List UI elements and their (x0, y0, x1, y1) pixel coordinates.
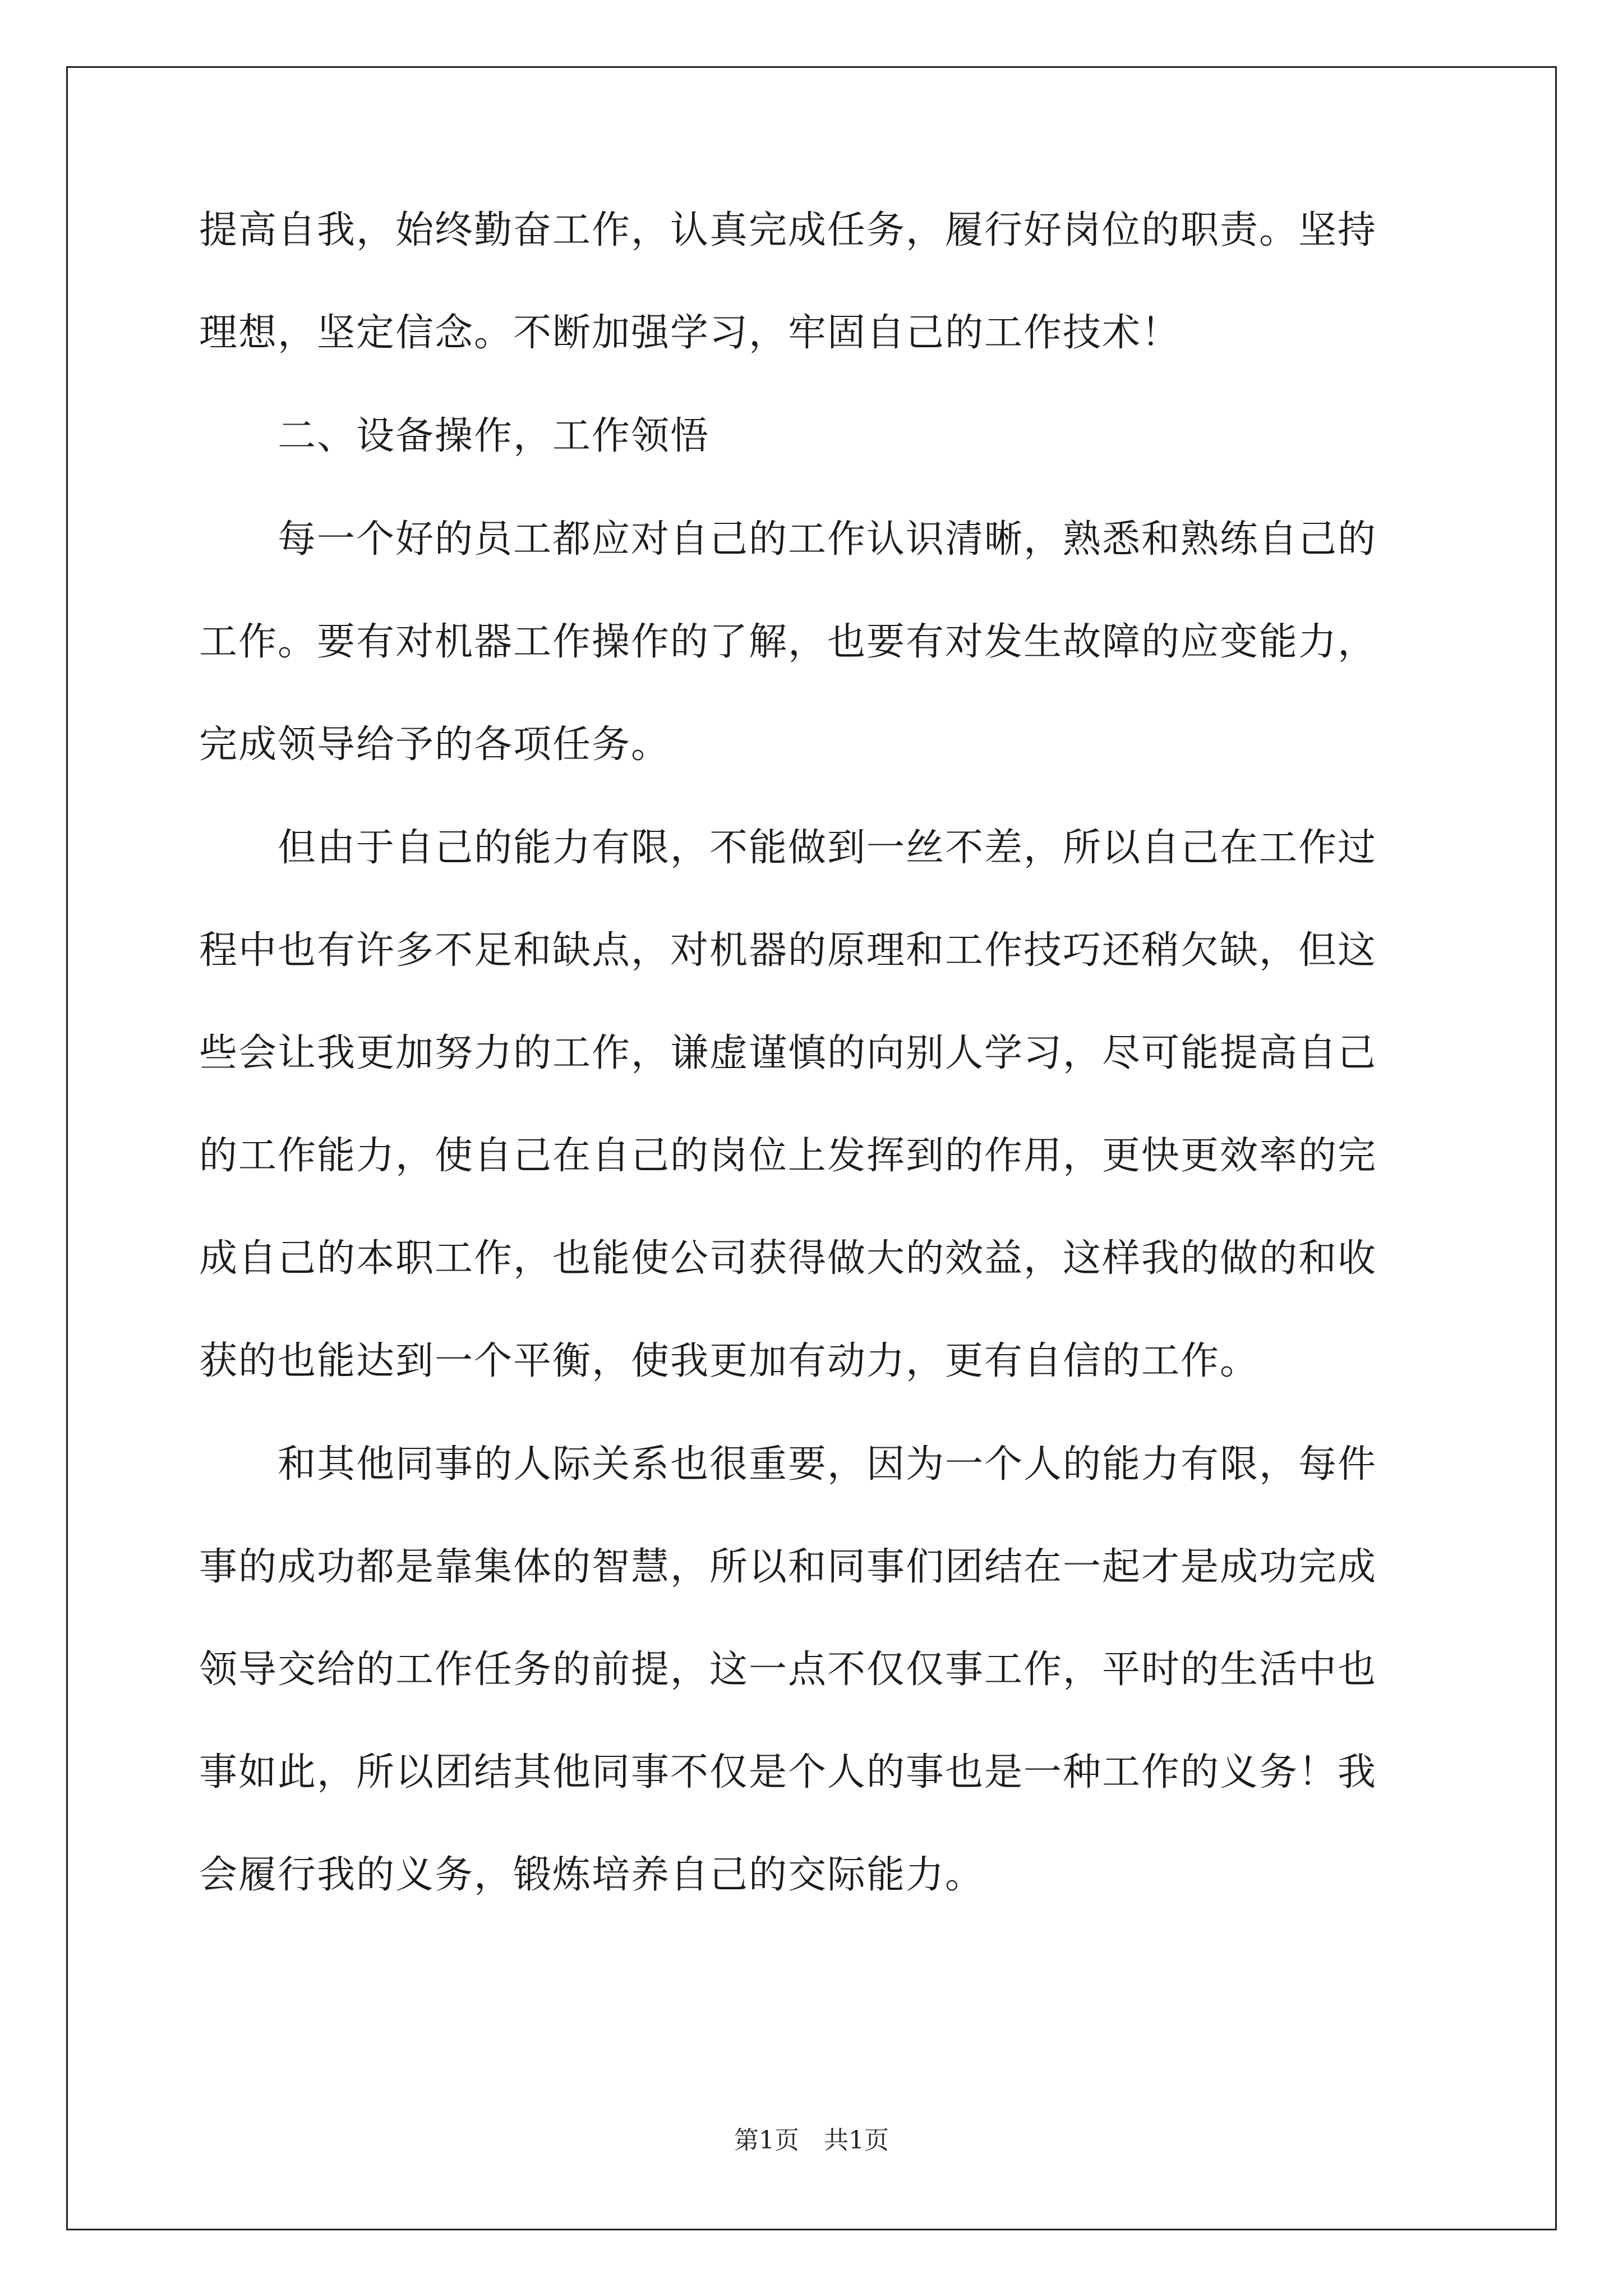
page-number-footer: 第1页 共1页 (734, 2126, 889, 2155)
document-body (199, 205, 1433, 1901)
text-line: 领导交给的工作任务的前提，这一点不仅仅事工作，平时的生活中也 (199, 1648, 1377, 1692)
text-line: 完成领导给予的各项任务。 (199, 723, 671, 767)
text-line: 工作。要有对机器工作操作的了解，也要有对发生故障的应变能力， (199, 620, 1377, 664)
text-line: 提高自我，始终勤奋工作，认真完成任务，履行好岗位的职责。坚持 (199, 208, 1377, 252)
text-line: 每一个好的员工都应对自己的工作认识清晰，熟悉和熟练自己的 (199, 517, 1377, 562)
text-line: 些会让我更加努力的工作，谦虚谨慎的向别人学习，尽可能提高自己 (199, 1031, 1377, 1075)
text-line: 事如此，所以团结其他同事不仅是个人的事也是一种工作的义务！我 (199, 1750, 1377, 1795)
section-heading (199, 411, 1433, 462)
text-line: 理想，坚定信念。不断加强学习，牢固自己的工作技术！ (199, 311, 1181, 355)
text-line: 和其他同事的人际关系也很重要，因为一个人的能力有限，每件 (199, 1442, 1377, 1487)
text-line: 的工作能力，使自己在自己的岗位上发挥到的作用，更快更效率的完 (199, 1134, 1377, 1178)
text-line: 事的成功都是靠集体的智慧，所以和同事们团结在一起才是成功完成 (199, 1545, 1377, 1589)
text-line: 获的也能达到一个平衡，使我更加有动力，更有自信的工作。 (199, 1339, 1260, 1383)
paragraph-continuation (199, 205, 1433, 358)
paragraph (199, 514, 1433, 770)
paragraph (199, 1439, 1433, 1901)
paragraph (199, 823, 1433, 1387)
text-line: 会履行我的义务，锻炼培养自己的交际能力。 (199, 1853, 985, 1897)
text-line: 但由于自己的能力有限，不能做到一丝不差，所以自己在工作过 (199, 826, 1377, 870)
text-line: 程中也有许多不足和缺点，对机器的原理和工作技巧还稍欠缺，但这 (199, 928, 1377, 973)
heading-line: 二、设备操作，工作领悟 (199, 414, 710, 458)
text-line: 成自己的本职工作，也能使公司获得做大的效益，这样我的做的和收 (199, 1236, 1377, 1281)
